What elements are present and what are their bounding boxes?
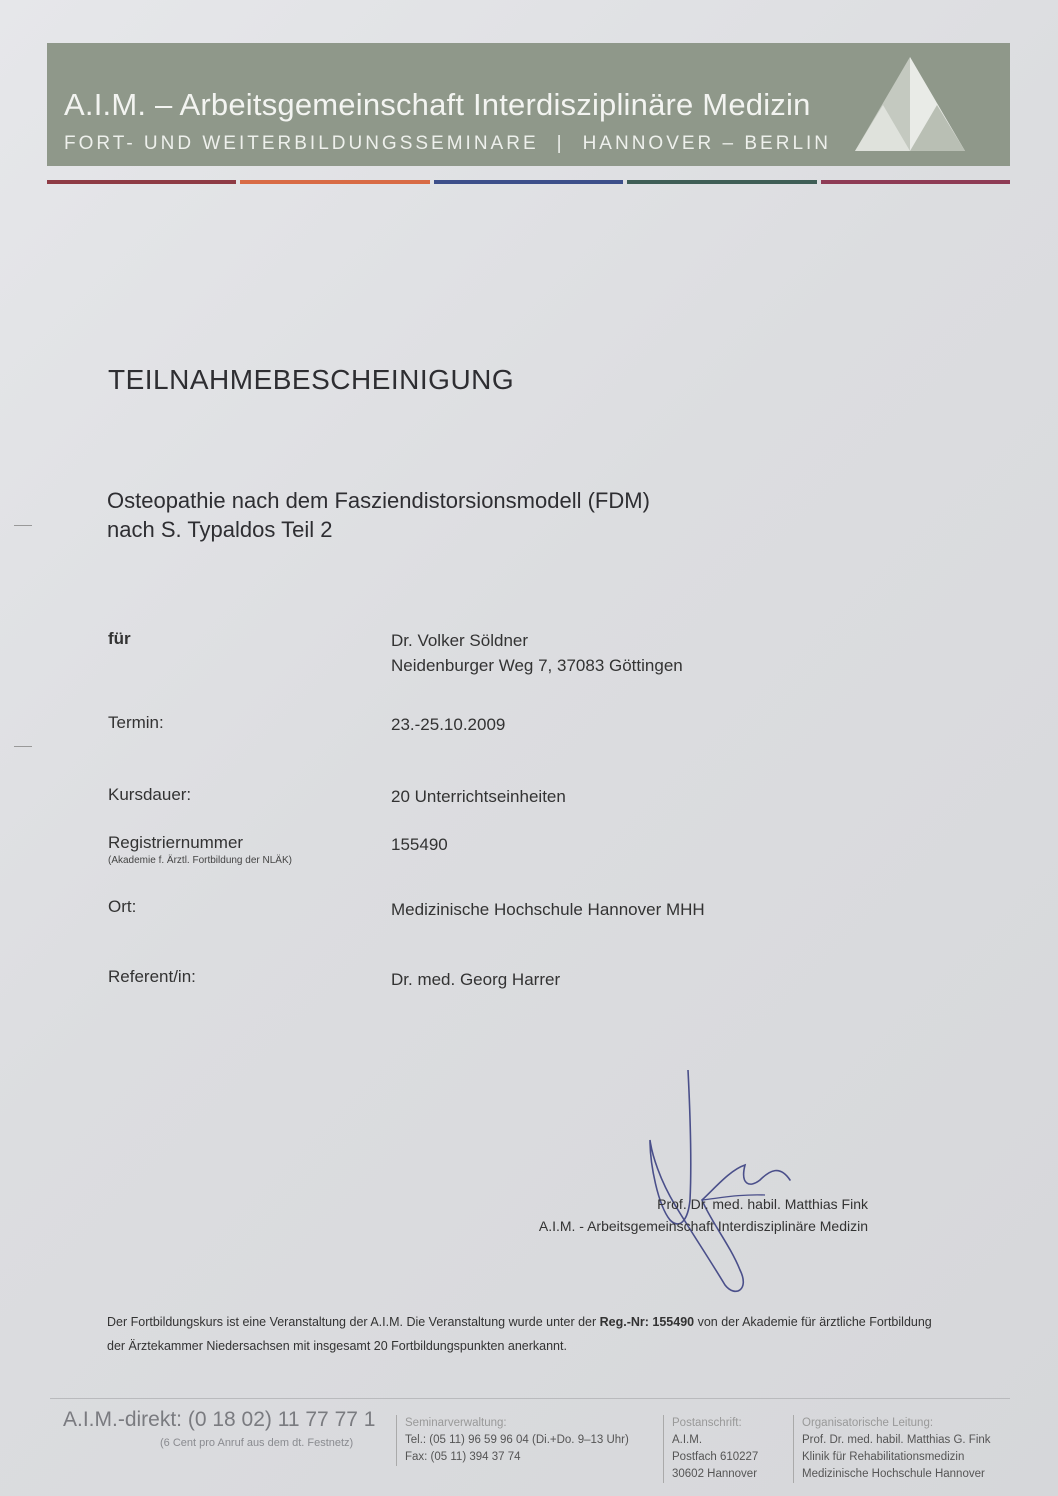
course-title-line1: Osteopathie nach dem Fasziendistorsionsmodell (FDM)	[107, 488, 650, 513]
date-label: Termin:	[108, 713, 164, 732]
accreditation-notice	[107, 1310, 977, 1358]
registration-value: 155490	[391, 835, 448, 854]
notice-line1	[107, 1310, 977, 1334]
hotline-number: A.I.M.-direkt: (0 18 02) 11 77 77 1	[63, 1408, 376, 1431]
letterhead-banner	[47, 43, 1010, 166]
signer-block	[539, 1193, 868, 1237]
subtitle-separator: |	[556, 133, 565, 154]
organization-subtitle	[64, 133, 831, 155]
seminar-admin-heading: Seminarverwaltung:	[405, 1417, 507, 1429]
notice-text-b: von der Akademie für ärztliche Fortbildung	[694, 1315, 932, 1329]
registration-label-text: Registriernummer	[108, 833, 244, 852]
recipient-name: Dr. Volker Söldner	[391, 631, 529, 650]
subtitle-seminars: FORT- UND WEITERBILDUNGSSEMINARE	[64, 133, 539, 154]
organization-title: A.I.M. – Arbeitsgemeinschaft Interdisziplinäre Medizin	[64, 87, 811, 122]
registration-sublabel: (Akademie f. Ärztl. Fortbildung der NLÄK)	[108, 855, 292, 866]
signer-organization: A.I.M. - Arbeitsgemeinschaft Interdisziplinäre Medizin	[538, 1218, 868, 1234]
fold-mark-top	[14, 525, 32, 526]
stripe-red	[47, 180, 236, 184]
pyramid-logo-icon	[853, 55, 967, 155]
footer-divider	[50, 1398, 1010, 1399]
location-label: Ort:	[108, 897, 137, 916]
seminar-admin-fax: Fax: (05 11) 394 37 74	[405, 1451, 521, 1463]
subtitle-cities: HANNOVER – BERLIN	[582, 133, 832, 154]
recipient-value	[391, 628, 683, 678]
footer-postal-address	[663, 1415, 758, 1483]
stripe-orange	[240, 180, 429, 184]
notice-reg-number: Reg.-Nr: 155490	[599, 1315, 695, 1329]
fold-mark-middle	[14, 746, 32, 747]
recipient-address: Neidenburger Weg 7, 37083 Göttingen	[391, 656, 683, 675]
speaker-label: Referent/in:	[108, 967, 196, 986]
organization-line3: Medizinische Hochschule Hannover	[802, 1468, 985, 1480]
stripe-blue	[434, 180, 623, 184]
signer-name: Prof. Dr. med. habil. Matthias Fink	[657, 1196, 868, 1212]
duration-value: 20 Unterrichtseinheiten	[391, 787, 566, 806]
course-title	[107, 486, 650, 544]
hotline-note: (6 Cent pro Anruf aus dem dt. Festnetz)	[160, 1437, 354, 1449]
postal-line2: Postfach 610227	[672, 1451, 759, 1463]
date-value: 23.-25.10.2009	[391, 715, 506, 734]
location-value: Medizinische Hochschule Hannover MHH	[391, 900, 705, 919]
postal-heading: Postanschrift:	[672, 1417, 742, 1429]
registration-label	[108, 833, 292, 866]
footer-seminar-admin	[396, 1415, 629, 1466]
stripe-maroon	[821, 180, 1010, 184]
speaker-value: Dr. med. Georg Harrer	[391, 970, 561, 989]
organization-heading: Organisatorische Leitung:	[802, 1417, 934, 1429]
footer-organization	[793, 1415, 991, 1483]
organization-line1: Prof. Dr. med. habil. Matthias G. Fink	[802, 1434, 991, 1446]
seminar-admin-phone: Tel.: (05 11) 96 59 96 04 (Di.+Do. 9–13 Uhr)	[405, 1434, 629, 1446]
color-stripes	[47, 180, 1010, 186]
recipient-label: für	[108, 629, 131, 648]
notice-text-a: Der Fortbildungskurs ist eine Veranstaltung der A.I.M. Die Veranstaltung wurde unter der	[107, 1315, 600, 1329]
postal-line1: A.I.M.	[672, 1434, 703, 1446]
organization-line2: Klinik für Rehabilitationsmedizin	[802, 1451, 965, 1463]
course-title-line2: nach S. Typaldos Teil 2	[107, 517, 333, 542]
stripe-green	[627, 180, 816, 184]
document-title: TEILNAHMEBESCHEINIGUNG	[108, 364, 515, 395]
notice-line2: der Ärztekammer Niedersachsen mit insgesamt 20 Fortbildungspunkten anerkannt.	[107, 1339, 567, 1353]
duration-label: Kursdauer:	[108, 785, 192, 804]
postal-line3: 30602 Hannover	[672, 1468, 758, 1480]
handwritten-signature	[630, 1070, 810, 1300]
